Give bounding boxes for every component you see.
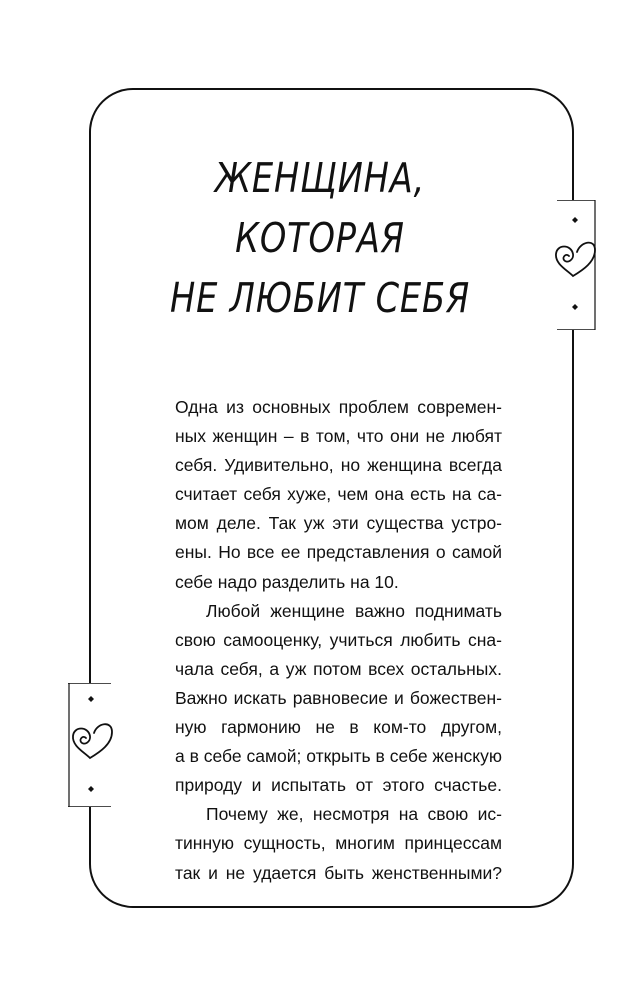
text-line: Важно искать равновесие и божествен- bbox=[175, 687, 502, 708]
title-line-3: НЕ ЛЮБИТ СЕБЯ bbox=[169, 274, 471, 322]
heart-ornament-icon bbox=[68, 683, 114, 807]
text-line: а в себе самой; открыть в себе женскую bbox=[175, 746, 502, 767]
text-line: себя. Удивительно, но женщина всегда bbox=[175, 455, 502, 476]
text-line: считает себя хуже, чем она есть на са- bbox=[175, 484, 502, 505]
title-line-2: КОТОРАЯ bbox=[235, 214, 405, 262]
text-line: так и не удается быть женственными? bbox=[175, 862, 502, 883]
text-line: ную гармонию не в ком-то другом, bbox=[175, 717, 502, 738]
text-line: Почему же, несмотря на свою ис- bbox=[206, 804, 502, 825]
title-line-1: ЖЕНЩИНА, bbox=[214, 154, 426, 202]
heart-tab-bottom-left bbox=[68, 683, 114, 807]
page-title bbox=[100, 148, 540, 328]
heart-ornament-icon bbox=[553, 200, 597, 330]
text-line: себе надо разделить на 10. bbox=[175, 571, 399, 592]
text-line: Одна из основных проблем современ- bbox=[175, 397, 502, 417]
text-line: свою самооценку, учиться любить сна- bbox=[175, 629, 502, 650]
body-text bbox=[175, 393, 502, 888]
text-line: ных женщин – в том, что они не любят bbox=[175, 426, 502, 447]
text-line: природу и испытать от этого счастье. bbox=[175, 775, 502, 796]
text-line: чала себя, а уж потом всех остальных. bbox=[175, 658, 502, 679]
text-line: мом деле. Так уж эти существа устро- bbox=[175, 513, 502, 534]
text-line: ены. Но все ее представления о самой bbox=[175, 542, 502, 563]
text-line: Любой женщине важно поднимать bbox=[206, 600, 502, 621]
heart-tab-top-right bbox=[553, 200, 597, 330]
text-line: тинную сущность, многим принцессам bbox=[175, 833, 502, 854]
